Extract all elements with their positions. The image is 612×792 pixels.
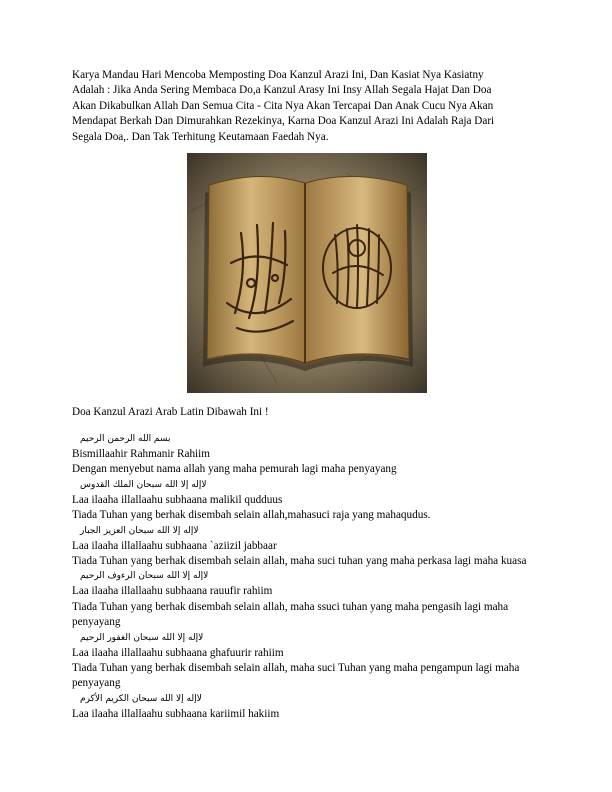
section-title: Doa Kanzul Arazi Arab Latin Dibawah Ini ! xyxy=(72,406,269,418)
latin-line: Bismillaahir Rahmanir Rahiim xyxy=(72,448,210,460)
intro-line: Segala Doa,. Dan Tak Terhitung Keutamaan Faedah Nya. xyxy=(72,130,329,143)
latin-line: Laa ilaaha illallaahu subhaana rauufir rahiim xyxy=(72,585,273,598)
latin-line: Laa ilaaha illallaahu subhaana `aziizil jabbaar xyxy=(72,539,277,552)
open-book-calligraphy-image xyxy=(187,153,427,393)
intro-line: Adalah : Jika Anda Sering Membaca Do,a Kanzul Arasy Ini Insy Allah Segala Hajat Dan Doa xyxy=(72,84,492,97)
intro-line: Karya Mandau Hari Mencoba Memposting Doa Kanzul Arazi Ini, Dan Kasiat Nya Kasiatny xyxy=(72,69,484,81)
translation-line: Dengan menyebut nama allah yang maha pemurah lagi maha penyayang xyxy=(72,463,397,476)
arabic-line: لاإله إلا الله سبحان الغفور الرحيم xyxy=(80,632,204,643)
translation-line: Tiada Tuhan yang berhak disembah selain allah, maha suci Tuhan yang maha pengampun lagi maha penyayang xyxy=(72,662,520,690)
translation-line: Tiada Tuhan yang berhak disembah selain allah, maha ssuci tuhan yang maha pengasih lagi maha penyayang xyxy=(72,600,509,629)
latin-line: Laa ilaaha illallaahu subhaana ghafuurir rahiim xyxy=(72,646,284,659)
latin-line: Laa ilaaha illallaahu subhaana malikil qudduus xyxy=(72,493,283,506)
translation-line: Tiada Tuhan yang berhak disembah selain allah,mahasuci raja yang mahaqudus. xyxy=(72,509,431,522)
translation-line: Tiada Tuhan yang berhak disembah selain allah, maha suci tuhan yang maha perkasa lagi maha kuasa xyxy=(72,555,527,568)
intro-paragraph xyxy=(72,68,542,145)
arabic-line: لاإله إلا الله سبحان الملك القدوس xyxy=(80,479,207,490)
arabic-line: لاإله إلا الله سبحان العزيز الجبار xyxy=(80,525,199,536)
intro-line: Akan Dikabulkan Allah Dan Semua Cita - Cita Nya Akan Tercapai Dan Anak Cucu Nya Akan xyxy=(72,99,494,112)
intro-line: Mendapat Berkah Dan Dimurahkan Rezekinya, Karna Doa Kanzul Arazi Ini Adalah Raja Dari xyxy=(72,115,495,128)
arabic-line: بسم الله الرحمن الرحيم xyxy=(80,434,171,444)
prayer-body xyxy=(72,432,542,722)
arabic-line: لاإله إلا الله سبحان الرءوف الرحيم xyxy=(80,571,209,582)
arabic-line: لاإله إلا الله سبحان الكريم الأكرم xyxy=(80,693,202,704)
latin-line: Laa ilaaha illallaahu subhaana kariimil hakiim xyxy=(72,707,280,720)
